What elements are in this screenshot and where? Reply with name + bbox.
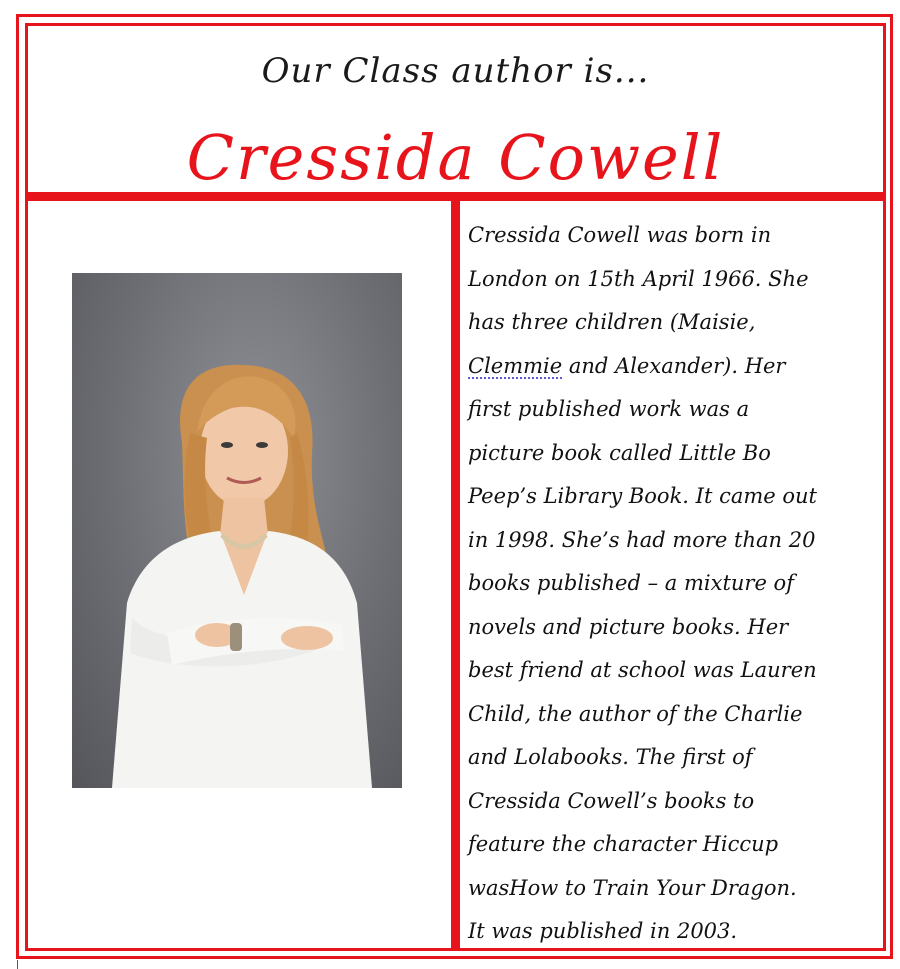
- bio-line: Cressida Cowell was born in: [468, 223, 772, 247]
- bio-line: [468, 475, 878, 519]
- book-title: Charlie: [724, 701, 803, 726]
- page-edge-mark: [17, 960, 18, 969]
- bio-line: has three children (Maisie,: [468, 310, 756, 334]
- column-divider: [451, 201, 460, 951]
- portrait-illustration: [72, 273, 402, 788]
- book-title: Peep’s Library Book.: [468, 484, 689, 508]
- book-title: Little Bo: [679, 440, 771, 465]
- bio-line: feature the character Hiccup: [468, 832, 779, 856]
- author-portrait-photo: [72, 273, 402, 788]
- bio-line: [468, 867, 878, 911]
- bio-line: [468, 693, 878, 737]
- author-name-title: Cressida Cowell: [186, 121, 725, 194]
- author-biography: [468, 214, 878, 954]
- book-title: How to Train Your Dragon.: [509, 875, 797, 900]
- bio-line: first published work was a: [468, 397, 750, 421]
- bio-line: in 1998. She’s had more than 20: [468, 527, 816, 552]
- bio-text: Child, the author of the: [468, 701, 718, 726]
- photo-panel: [25, 210, 451, 951]
- bio-line: best friend at school was Lauren: [468, 658, 817, 682]
- bio-line: London on 15th April 1966. She: [468, 266, 809, 291]
- bio-text: was: [468, 875, 510, 900]
- bio-text: and Alexander). Her: [568, 353, 786, 378]
- bio-line: Cressida Cowell’s books to: [468, 788, 755, 813]
- page-subtitle: Our Class author is...: [261, 51, 650, 91]
- bio-text: books. The first of: [560, 745, 753, 769]
- bio-text: picture book called: [468, 440, 673, 465]
- bio-line: books published – a mixture of: [468, 571, 794, 595]
- bio-text: It came out: [695, 484, 817, 508]
- book-title: and Lola: [468, 745, 560, 769]
- title-section: [25, 23, 886, 201]
- bio-line: [468, 432, 878, 476]
- spellcheck-word[interactable]: Clemmie: [468, 353, 563, 378]
- bio-line: [468, 736, 878, 780]
- bio-line: [468, 345, 878, 389]
- bio-line: It was published in 2003.: [468, 919, 738, 943]
- bio-line: novels and picture books. Her: [468, 614, 789, 639]
